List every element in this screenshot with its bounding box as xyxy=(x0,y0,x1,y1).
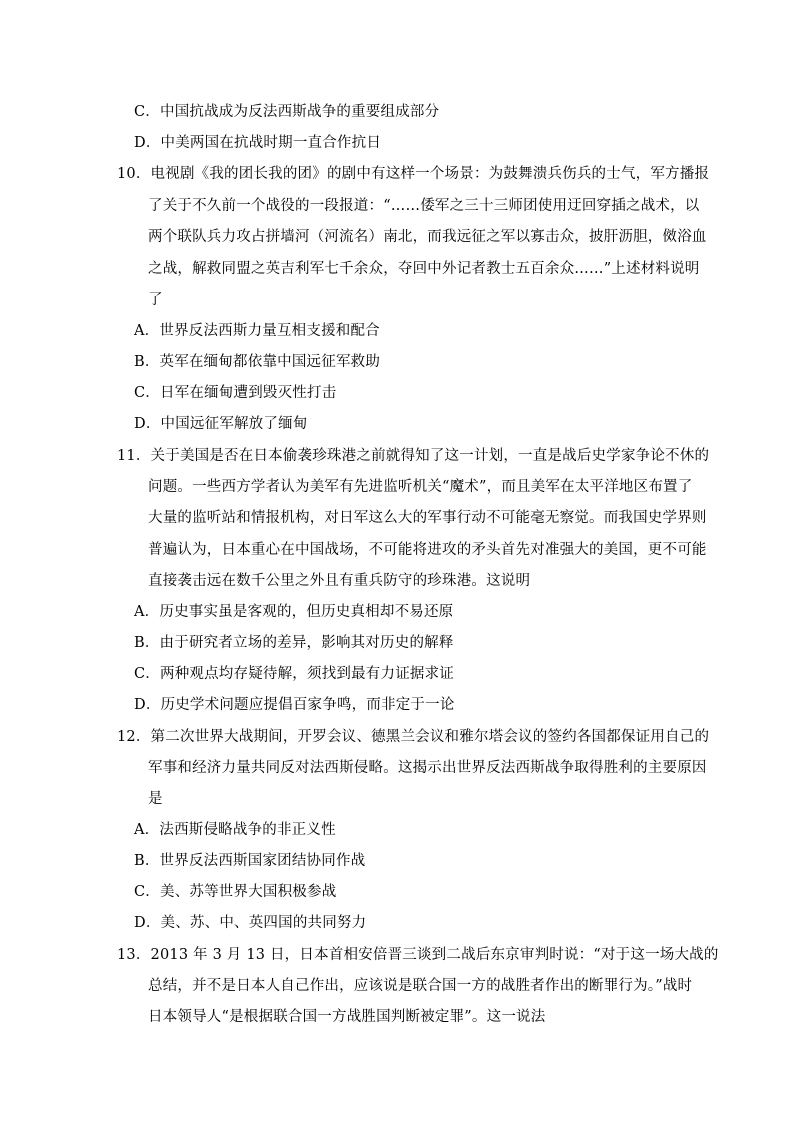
q13-stem-line: 总结，并不是日本人自己作出，应该说是联合国一方的战胜者作出的断罪行为。”战时 xyxy=(148,978,693,994)
q9-option-c: C．中国抗战成为反法西斯战争的重要组成部分 xyxy=(134,104,440,120)
q10-option-d: D．中国远征军解放了缅甸 xyxy=(134,416,308,432)
q12-option-d: D．美、苏、中、英四国的共同努力 xyxy=(134,915,367,931)
q11-stem-line: 普遍认为，日本重心在中国战场，不可能将进攻的矛头首先对准强大的美国，更不可能 xyxy=(148,542,707,558)
q11-option-c: C．两种观点均存疑待解，须找到最有力证据求证 xyxy=(134,666,454,682)
q12-option-a: A．法西斯侵略战争的非正义性 xyxy=(134,822,336,838)
q12-stem-line: 军事和经济力量共同反对法西斯侵略。这揭示出世界反法西斯战争取得胜利的主要原因 xyxy=(148,760,707,776)
q13-stem-line: 13．2013 年 3 月 13 日，日本首相安倍晋三谈到二战后东京审判时说：“对于这一场大战的 xyxy=(117,947,719,963)
q11-option-d: D．历史学术问题应提倡百家争鸣，而非定于一论 xyxy=(134,697,455,713)
q12-stem-line: 12．第二次世界大战期间，开罗会议、德黑兰会议和雅尔塔会议的签约各国都保证用自己的 xyxy=(117,729,710,745)
q10-stem-line: 之战，解救同盟之英吉利军七千余众，夺回中外记者教士五百余众……”上述材料说明 xyxy=(148,261,700,277)
q11-stem-line: 直接袭击远在数千公里之外且有重兵防守的珍珠港。这说明 xyxy=(148,573,531,589)
q10-stem-line: 了 xyxy=(148,292,163,308)
q10-stem-line: 10．电视剧《我的团长我的团》的剧中有这样一个场景：为鼓舞溃兵伤兵的士气，军方播报 xyxy=(117,166,710,182)
q11-stem-line: 大量的监听站和情报机构，对日军这么大的军事行动不可能毫无察觉。而我国史学界则 xyxy=(148,510,707,526)
q11-stem-line: 11．关于美国是否在日本偷袭珍珠港之前就得知了这一计划，一直是战后史学家争论不休的 xyxy=(117,448,710,464)
q10-stem-line: 两个联队兵力攻占拼墙河（河流名）南北，而我远征之军以寡击众，披肝沥胆，傚浴血 xyxy=(148,229,707,245)
q12-option-c: C．美、苏等世界大国积极参战 xyxy=(134,884,337,900)
q12-option-b: B．世界反法西斯国家团结协同作战 xyxy=(134,853,366,869)
q11-option-b: B．由于研究者立场的差异，影响其对历史的解释 xyxy=(134,635,454,651)
q12-stem-line: 是 xyxy=(148,791,163,807)
q9-option-d: D．中美两国在抗战时期一直合作抗日 xyxy=(134,135,382,151)
q10-stem-line: 了关于不久前一个战役的一段报道：“……倭军之三十三师团使用迂回穿插之战术，以 xyxy=(148,198,700,214)
q10-option-c: C．日军在缅甸遭到毁灭性打击 xyxy=(134,385,337,401)
q10-option-b: B．英军在缅甸都依靠中国远征军救助 xyxy=(134,354,381,370)
q11-option-a: A．历史事实虽是客观的，但历史真相却不易还原 xyxy=(134,604,454,620)
q13-stem-line: 日本领导人“是根据联合国一方战胜国判断被定罪”。这一说法 xyxy=(148,1009,546,1025)
q11-stem-line: 问题。一些西方学者认为美军有先进监听机关“魔术”，而且美军在太平洋地区布置了 xyxy=(148,479,693,495)
q10-option-a: A．世界反法西斯力量互相支援和配合 xyxy=(134,323,380,339)
